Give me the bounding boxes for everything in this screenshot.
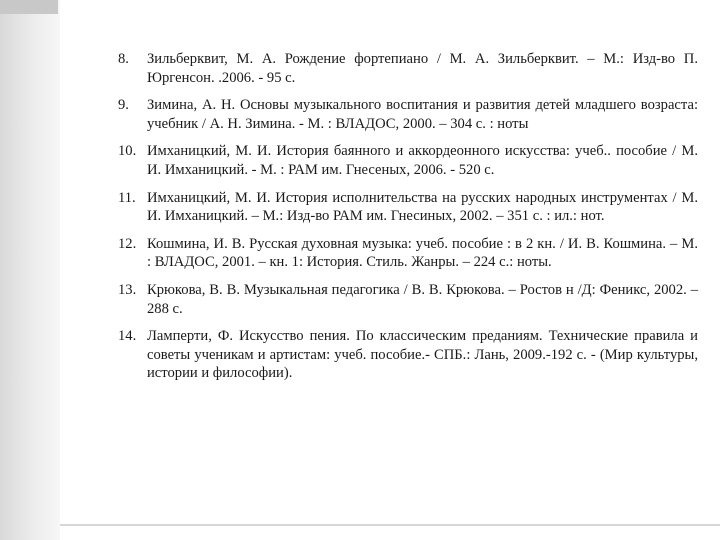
bibliography-entry: [118, 189, 698, 226]
entry-text: Имханицкий, М. И. История баянного и аккордеонного искусства: учеб.. пособие / М. И. Имханицкий. - М. : РАМ им. Гнесеных, 2006. - 520 с.: [147, 143, 698, 178]
entry-text: Зимина, А. Н. Основы музыкального воспитания и развития детей младшего возраста: учебник / А. Н. Зимина. - М. : ВЛАДОС, 2000. – 304 с. : ноты: [147, 97, 698, 132]
entry-number: 11.: [118, 189, 136, 206]
bibliography-entry: [118, 50, 698, 87]
left-decorative-bar: [0, 0, 60, 540]
bibliography-entry: [118, 235, 698, 272]
bottom-divider: [60, 524, 720, 526]
entry-number: 14.: [118, 328, 137, 345]
entry-number: 10.: [118, 143, 137, 160]
entry-text: Кошмина, И. В. Русская духовная музыка: учеб. пособие : в 2 кн. / И. В. Кошмина. – М. : ВЛАДОС, 2001. – кн. 1: История. Стиль. Жанры. – 224 с.: ноты.: [147, 235, 698, 271]
entry-number: 13.: [118, 281, 137, 298]
entry-number: 9.: [118, 97, 129, 114]
bibliography-list: [118, 50, 698, 392]
entry-text: Зильберквит, М. А. Рождение фортепиано / М. А. Зильберквит. – М.: Изд-во П. Юргенсон. .2006. - 95 с.: [147, 51, 698, 86]
bibliography-entry: [118, 281, 698, 318]
left-bar-top-tab: [0, 0, 58, 14]
entry-number: 8.: [118, 51, 129, 67]
bibliography-entry: [118, 327, 698, 383]
bibliography-entry: [118, 142, 698, 179]
entry-text: Крюкова, В. В. Музыкальная педагогика / В. В. Крюкова. – Ростов н /Д: Феникс, 2002. – 288 с.: [147, 281, 698, 317]
entry-number: 12.: [118, 235, 137, 252]
bibliography-entry: [118, 96, 698, 133]
entry-text: Имханицкий, М. И. История исполнительства на русских народных инструментах / М. И. Имханицкий. – М.: Изд-во РАМ им. Гнесиных, 2002. – 351 с. : ил.: нот.: [147, 189, 698, 225]
entry-text: Ламперти, Ф. Искусство пения. По классическим преданиям. Технические правила и советы ученикам и артистам: учеб. пособие.- СПБ.: Лань, 2009.-192 с. - (Мир культуры, истории и философии).: [147, 328, 698, 382]
